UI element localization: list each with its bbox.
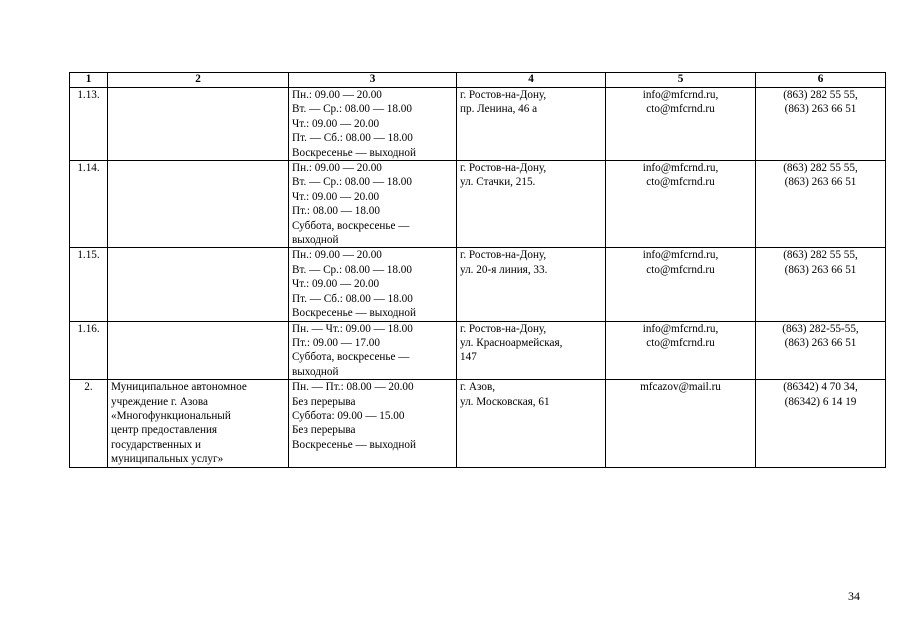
organization-name-line: учреждение г. Азова	[111, 395, 208, 408]
work-schedule-line: выходной	[292, 365, 339, 378]
phone-line: (863) 282 55 55,	[783, 89, 858, 101]
phone-line: (86342) 4 70 34,	[783, 381, 858, 394]
work-schedule-line: Суббота, воскресенье —	[292, 219, 410, 232]
address-line: г. Ростов-на-Дону,	[460, 322, 547, 335]
work-schedule-line: Чт.: 09.00 — 20.00	[292, 278, 380, 291]
row-number-cell: 1.14.	[70, 161, 108, 248]
table-row	[70, 88, 886, 161]
phone-line: (863) 263 66 51	[784, 336, 857, 349]
table-body	[70, 88, 886, 468]
mfc-offices-table	[69, 72, 886, 468]
email-cell	[606, 88, 756, 161]
email-line: info@mfcrnd.ru,	[642, 322, 719, 335]
column-header-4: 4	[457, 73, 606, 88]
email-cell	[606, 380, 756, 467]
page-number: 34	[848, 589, 860, 603]
phone-line: (86342) 6 14 19	[784, 395, 857, 408]
address-cell	[457, 321, 606, 380]
work-schedule-line: Вт. — Ср.: 08.00 — 18.00	[292, 103, 412, 116]
organization-name-line: государственных и	[111, 438, 202, 451]
work-schedule-line: Вт. — Ср.: 08.00 — 18.00	[292, 263, 412, 276]
phone-cell	[756, 161, 886, 248]
organization-name-cell	[108, 161, 289, 248]
address-line: ул. Стачки, 215.	[460, 176, 536, 189]
email-line: info@mfcrnd.ru,	[642, 249, 719, 262]
organization-name-cell	[108, 248, 289, 321]
work-schedule-line: Суббота, воскресенье —	[292, 351, 410, 364]
work-schedule-cell	[289, 161, 457, 248]
email-line: cto@mfcrnd.ru	[646, 336, 715, 349]
email-line: mfcazov@mail.ru	[640, 381, 721, 394]
address-cell	[457, 248, 606, 321]
phone-line: (863) 263 66 51	[784, 103, 857, 116]
phone-line: (863) 282 55 55,	[783, 249, 858, 262]
address-line: ул. Московская, 61	[460, 395, 550, 408]
address-cell	[457, 161, 606, 248]
work-schedule-line: Пн. — Пт.: 08.00 — 20.00	[292, 381, 414, 394]
work-schedule-line: Воскресенье — выходной	[292, 307, 416, 320]
address-line: г. Ростов-на-Дону,	[460, 162, 547, 175]
table-header-row	[70, 73, 886, 88]
column-header-5: 5	[606, 73, 756, 88]
address-line: г. Ростов-на-Дону,	[460, 89, 547, 101]
row-number-cell: 1.13.	[70, 88, 108, 161]
email-line: info@mfcrnd.ru,	[642, 162, 719, 175]
table-row	[70, 248, 886, 321]
organization-name-cell	[108, 88, 289, 161]
column-header-3: 3	[289, 73, 457, 88]
organization-name-line: муниципальных услуг»	[111, 453, 224, 466]
organization-name-line: центр предоставления	[111, 424, 218, 437]
address-line: г. Ростов-на-Дону,	[460, 249, 547, 262]
work-schedule-cell	[289, 88, 457, 161]
phone-cell	[756, 321, 886, 380]
email-line: cto@mfcrnd.ru	[646, 103, 715, 116]
organization-name-line: Муниципальное автономное	[111, 381, 247, 394]
column-header-2: 2	[108, 73, 289, 88]
work-schedule-line: Без перерыва	[292, 424, 356, 437]
address-line: 147	[460, 351, 477, 364]
work-schedule-line: Чт.: 09.00 — 20.00	[292, 190, 380, 203]
row-number-cell: 1.16.	[70, 321, 108, 380]
phone-line: (863) 282 55 55,	[783, 162, 858, 175]
address-cell	[457, 88, 606, 161]
address-cell	[457, 380, 606, 467]
email-cell	[606, 248, 756, 321]
email-line: cto@mfcrnd.ru	[646, 263, 715, 276]
work-schedule-line: Пн. — Чт.: 09.00 — 18.00	[292, 322, 413, 335]
organization-name-line: «Многофункциональный	[111, 409, 231, 422]
column-header-1: 1	[70, 73, 108, 88]
phone-line: (863) 263 66 51	[784, 176, 857, 189]
table-row	[70, 380, 886, 467]
phone-cell	[756, 380, 886, 467]
column-header-6: 6	[756, 73, 886, 88]
work-schedule-line: Пн.: 09.00 — 20.00	[292, 89, 382, 101]
organization-name-cell	[108, 380, 289, 467]
work-schedule-line: Пт.: 09.00 — 17.00	[292, 336, 380, 349]
email-line: info@mfcrnd.ru,	[642, 89, 719, 101]
address-line: ул. 20-я линия, 33.	[460, 263, 548, 276]
phone-cell	[756, 88, 886, 161]
work-schedule-line: Суббота: 09.00 — 15.00	[292, 409, 405, 422]
address-line: пр. Ленина, 46 а	[460, 103, 538, 116]
work-schedule-line: Пт. — Сб.: 08.00 — 18.00	[292, 292, 413, 305]
row-number-cell: 2.	[70, 380, 108, 467]
work-schedule-line: Пт.: 08.00 — 18.00	[292, 205, 380, 218]
work-schedule-cell	[289, 248, 457, 321]
address-line: г. Азов,	[460, 381, 496, 394]
table-row	[70, 321, 886, 380]
work-schedule-line: Вт. — Ср.: 08.00 — 18.00	[292, 176, 412, 189]
work-schedule-line: Пт. — Сб.: 08.00 — 18.00	[292, 132, 413, 145]
organization-name-cell	[108, 321, 289, 380]
work-schedule-line: Пн.: 09.00 — 20.00	[292, 162, 382, 175]
work-schedule-line: Воскресенье — выходной	[292, 146, 416, 159]
email-cell	[606, 321, 756, 380]
work-schedule-line: Пн.: 09.00 — 20.00	[292, 249, 382, 262]
phone-line: (863) 263 66 51	[784, 263, 857, 276]
phone-cell	[756, 248, 886, 321]
phone-line: (863) 282-55-55,	[782, 322, 859, 335]
work-schedule-cell	[289, 380, 457, 467]
table-row	[70, 161, 886, 248]
email-line: cto@mfcrnd.ru	[646, 176, 715, 189]
work-schedule-line: Чт.: 09.00 — 20.00	[292, 117, 380, 130]
email-cell	[606, 161, 756, 248]
row-number-cell: 1.15.	[70, 248, 108, 321]
work-schedule-line: Воскресенье — выходной	[292, 438, 416, 451]
work-schedule-cell	[289, 321, 457, 380]
address-line: ул. Красноармейская,	[460, 336, 563, 349]
work-schedule-line: Без перерыва	[292, 395, 356, 408]
work-schedule-line: выходной	[292, 234, 339, 247]
